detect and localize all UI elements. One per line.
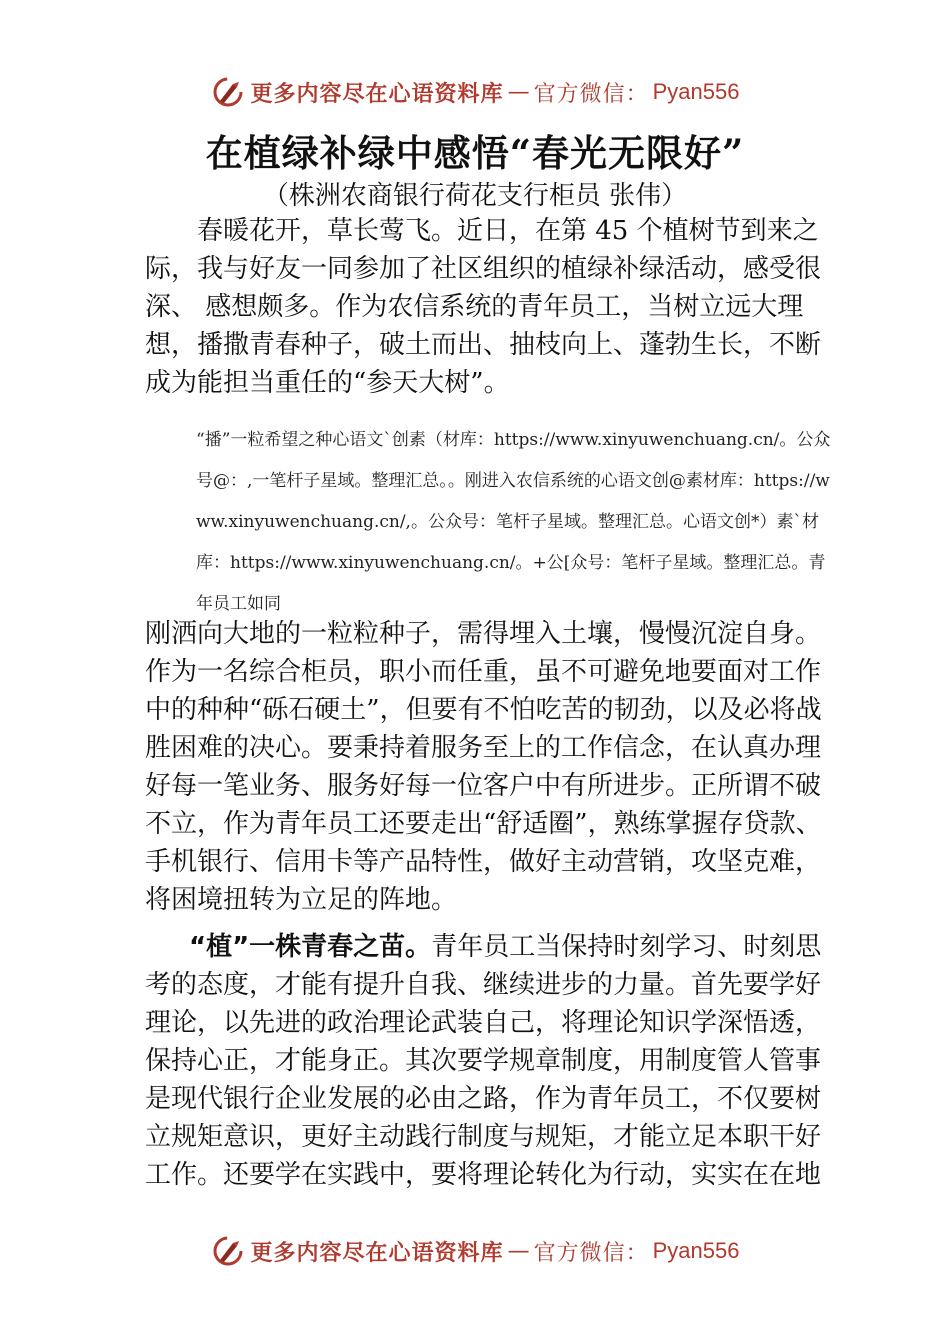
banner-separator: — bbox=[507, 1238, 530, 1264]
paragraph-sprout bbox=[145, 928, 835, 1194]
paragraph-seed: 刚洒向大地的一粒粒种子，需得埋入土壤，慢慢沉淀自身。 作为一名综合柜员，职小而任重，虽不可避免地要面对工作中的种种“砾石硬土”，但要有不怕吃苦的韧劲，以及必将战胜困难的决心。要秉持着服务至上的工作信念，在认真办理好每一笔业务、服务好每一位客户中有所进步。正所谓不破不立，作为青年员工还要走出“舒适圈”，熟练掌握存贷款、手机银行、信用卡等产品特性，做好主动营销，攻坚克难，将困境扭转为立足的阵地。 bbox=[145, 619, 822, 915]
document-title: 在植绿补绿中感悟“春光无限好” bbox=[205, 131, 745, 175]
banner-site-text: 更多内容尽在心语资料库 bbox=[250, 80, 504, 107]
paragraph-intro: 春暖花开，草长莺飞。近日，在第 45 个植树节到来之际，我与好友一同参加了社区组织的植绿补绿活动，感受很深、 感想颇多。作为农信系统的青年员工，当树立远大理想，播撒青春种子，破土而出、抽枝向上、蓬勃生长，不断成为能担当重任的“参天大树”。 bbox=[145, 216, 822, 398]
document-author: （株洲农商银行荷花支行柜员 张伟） bbox=[262, 181, 688, 211]
paragraph-sprout-heading: “植”一株青春之苗。 bbox=[189, 932, 432, 962]
pen-nib-logo-icon bbox=[211, 75, 245, 109]
header-banner bbox=[0, 72, 950, 112]
banner-site-text: 更多内容尽在心语资料库 bbox=[250, 1239, 504, 1266]
banner-separator: — bbox=[507, 79, 530, 105]
banner-wechat-label: 官方微信： bbox=[533, 81, 649, 107]
banner-wechat-label: 官方微信： bbox=[533, 1240, 649, 1266]
footer-banner bbox=[0, 1231, 950, 1271]
pen-nib-logo-icon bbox=[211, 1234, 245, 1268]
paragraph-sprout-body: 青年员工当保持时刻学习、时刻思考的态度，才能有提升自我、继续进步的力量。首先要学好理论，以先进的政治理论武装自己，将理论知识学深悟透，保持心正，才能身正。其次要学规章制度，用制度管人管事是现代银行企业发展的必由之路，作为青年员工，不仅要树立规矩意识，更好主动践行制度与规矩，才能立足本职干好工作。还要学在实践中，要将理论转化为行动，实实在在地 bbox=[145, 932, 822, 1190]
banner-wechat-id: Pyan556 bbox=[652, 1238, 740, 1263]
banner-wechat-id: Pyan556 bbox=[652, 79, 740, 104]
inserted-watermark-text: “播”一粒希望之种心语文`创素（材库：https://www.xinyuwenchuang.cn/。公众号@：,一笔杆子星域。整理汇总。。刚进入农信系统的心语文创@素材库：https://www.xinyuwenchuang.cn/,。公众号：笔杆子星域。整理汇总。心语文创*）素`材库：https://www.xinyuwenchuang.cn/。+公[众号：笔杆子星域。整理汇总。青年员工如同 bbox=[196, 430, 831, 614]
